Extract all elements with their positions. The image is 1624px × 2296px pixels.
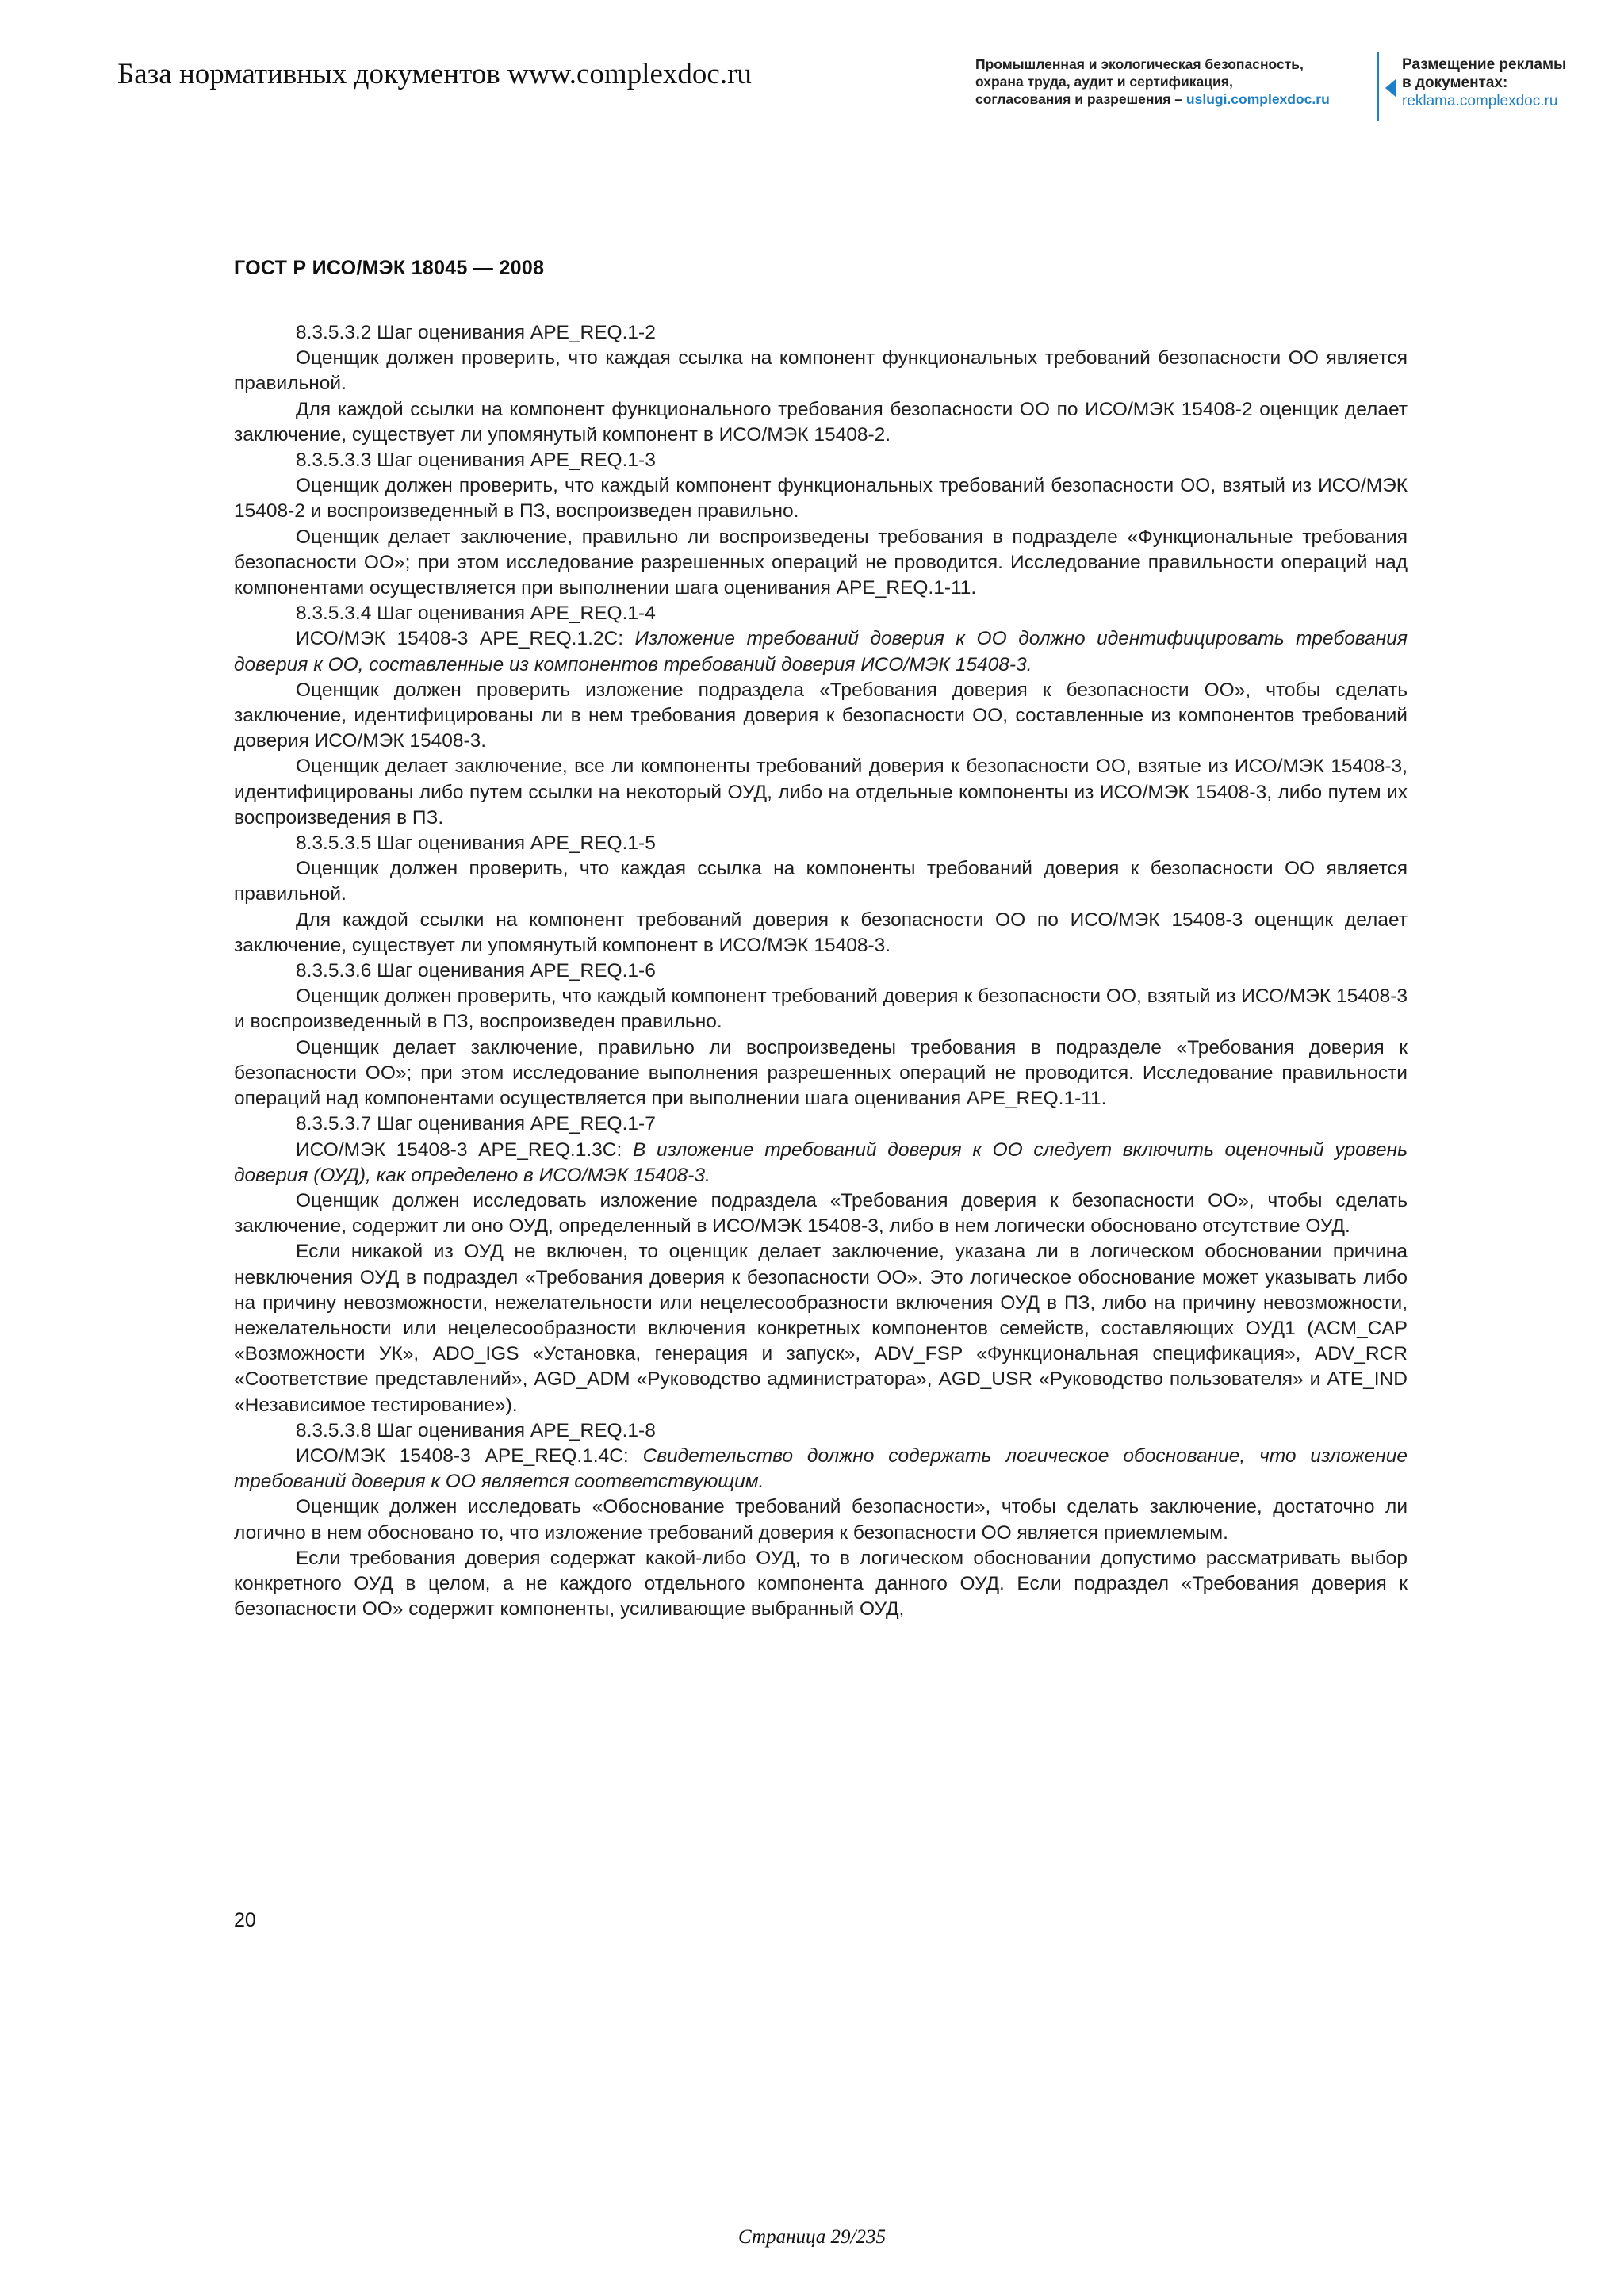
promo-line-3 <box>975 90 1380 108</box>
paragraph <box>234 1494 1408 1545</box>
paragraph <box>234 626 1408 677</box>
arrow-left-icon <box>1385 79 1396 97</box>
paragraph <box>234 1188 1408 1239</box>
paragraph <box>234 678 1408 755</box>
paragraph <box>234 984 1408 1035</box>
paragraph-text: 8.3.5.3.4 Шаг оценивания APE_REQ.1-4 <box>296 603 656 625</box>
ad-line-2: в документах: <box>1402 75 1508 91</box>
paragraph <box>234 908 1408 959</box>
paragraph-text: 8.3.5.3.2 Шаг оценивания APE_REQ.1-2 <box>296 322 656 343</box>
promo-line-2: охрана труда, аудит и сертификация, <box>975 74 1233 90</box>
paragraph-text: Оценщик должен проверить, что каждая ссылка на компонент функциональных требований безопасности ОО является правильной. <box>234 347 1408 395</box>
paragraph <box>234 525 1408 602</box>
paragraph-text: 8.3.5.3.3 Шаг оценивания APE_REQ.1-3 <box>296 450 656 472</box>
paragraph-text: Если никакой из ОУД не включен, то оценщик делает заключение, указана ли в логическом обосновании причина невключения ОУД в подраздел «Требования доверия к безопасности ОО». Это логическое обоснование может указывать либо на причину невозможности, нежелательности или нецелесообразности включения ОУД в ПЗ, либо на причину невозможности, нежелательности или нецелесообразности включения конкретных компонентов семейств, составляющих ОУД1 (ACM_CAP «Возможности УК», ADO_IGS «Установка, генерация и запуск», ADV_FSP «Функциональная спецификация», ADV_RCR «Соответствие представлений», AGD_ADM «Руководство администратора», AGD_USR «Руководство пользователя» и ATE_IND «Независимое тестирование»). <box>234 1241 1408 1416</box>
paragraph <box>234 1444 1408 1494</box>
site-title: База нормативных документов www.complexdoc.ru <box>117 58 752 90</box>
promo-line-3-text: согласования и разрешения – <box>975 91 1186 107</box>
paragraph-text: Оценщик должен проверить изложение подраздела «Требования доверия к безопасности ОО», чтобы сделать заключение, идентифицированы ли в нем требования доверия к безопасности ОО, составленные из компонентов требований доверия ИСО/МЭК 15408-3. <box>234 679 1408 752</box>
page-footer: Страница 29/235 <box>738 2226 886 2248</box>
page-number: 20 <box>234 1909 256 1931</box>
ad-line-1: Размещение рекламы <box>1402 56 1567 73</box>
paragraph <box>234 1138 1408 1188</box>
paragraph <box>234 856 1408 907</box>
paragraph <box>234 831 1408 856</box>
paragraph <box>234 1418 1408 1444</box>
paragraph-text: ИСО/МЭК 15408-3 APE_REQ.1.3C: <box>296 1138 633 1161</box>
paragraph <box>234 346 1408 396</box>
paragraph <box>234 959 1408 984</box>
paragraph-text: Оценщик должен исследовать изложение подраздела «Требования доверия к безопасности ОО», чтобы сделать заключение, содержит ли оно ОУД, определенный в ИСО/МЭК 15408-3, либо в нем логически обосновано отсутствие ОУД. <box>234 1189 1408 1238</box>
paragraph-text: Если требования доверия содержат какой-либо ОУД, то в логическом обосновании допустимо рассматривать выбор конкретного ОУД в целом, а не каждого отдельного компонента данного ОУД. Если подраздел «Требования доверия к безопасности ОО» содержит компоненты, усиливающие выбранный ОУД, <box>234 1547 1408 1621</box>
services-link[interactable]: uslugi.complexdoc.ru <box>1185 91 1330 107</box>
paragraph <box>234 601 1408 626</box>
ad-promo <box>1402 55 1600 110</box>
paragraph-text: Оценщик должен проверить, что каждый компонент требований доверия к безопасности ОО, взятый из ИСО/МЭК 15408-3 и воспроизведенный в ПЗ, воспроизведен правильно. <box>234 985 1408 1033</box>
header-divider <box>1377 52 1379 121</box>
paragraph <box>234 1035 1408 1112</box>
paragraph-text: Оценщик должен проверить, что каждая ссылка на компоненты требований доверия к безопасности ОО является правильной. <box>234 858 1408 905</box>
paragraph-text: Для каждой ссылки на компонент требований доверия к безопасности ОО по ИСО/МЭК 15408-3 оценщик делает заключение, существует ли упомянутый компонент в ИСО/МЭК 15408-3. <box>234 909 1408 956</box>
services-promo <box>975 55 1380 108</box>
paragraph <box>234 1112 1408 1137</box>
paragraph-text: Оценщик должен проверить, что каждый компонент функциональных требований безопасности ОО, взятый из ИСО/МЭК 15408-2 и воспроизведенный в ПЗ, воспроизведен правильно. <box>234 475 1408 522</box>
paragraph-text: 8.3.5.3.8 Шаг оценивания APE_REQ.1-8 <box>296 1419 656 1441</box>
paragraph-text: Для каждой ссылки на компонент функционального требования безопасности ОО по ИСО/МЭК 15408-2 оценщик делает заключение, существует ли упомянутый компонент в ИСО/МЭК 15408-2. <box>234 398 1408 446</box>
paragraph <box>234 473 1408 524</box>
paragraph <box>234 448 1408 473</box>
paragraph-italic-text: Изложение требований доверия к ОО должно идентифицировать требования доверия к ОО, составленные из компонентов требований доверия ИСО/МЭК 15408-3. <box>234 628 1408 675</box>
paragraph-text: 8.3.5.3.7 Шаг оценивания APE_REQ.1-7 <box>296 1113 656 1135</box>
paragraph <box>234 397 1408 448</box>
paragraph-text: Оценщик делает заключение, все ли компоненты требований доверия к безопасности ОО, взятые из ИСО/МЭК 15408-3, идентифицированы либо путем ссылки на некоторый ОУД, либо на отдельные компоненты из ИСО/МЭК 15408-3, либо путем их воспроизведения в ПЗ. <box>234 756 1408 828</box>
paragraph-text: 8.3.5.3.5 Шаг оценивания APE_REQ.1-5 <box>296 832 656 855</box>
paragraph <box>234 1546 1408 1623</box>
paragraph-italic-text: В изложение требований доверия к ОО следует включить оценочный уровень доверия (ОУД), как определено в ИСО/МЭК 15408-3. <box>234 1138 1408 1186</box>
paragraph-italic-text: Свидетельство должно содержать логическое обоснование, что изложение требований доверия к ОО является соответствующим. <box>234 1445 1408 1493</box>
document-header: ГОСТ Р ИСО/МЭК 18045 — 2008 <box>234 257 545 279</box>
ad-link[interactable]: reklama.complexdoc.ru <box>1402 93 1558 109</box>
document-body <box>234 320 1408 1622</box>
paragraph <box>234 1239 1408 1418</box>
paragraph <box>234 754 1408 831</box>
paragraph-text: 8.3.5.3.6 Шаг оценивания APE_REQ.1-6 <box>296 960 656 982</box>
paragraph <box>234 320 1408 346</box>
paragraph-text: ИСО/МЭК 15408-3 APE_REQ.1.4C: <box>296 1445 643 1467</box>
paragraph-text: ИСО/МЭК 15408-3 APE_REQ.1.2C: <box>296 628 635 650</box>
paragraph-text: Оценщик делает заключение, правильно ли воспроизведены требования в подразделе «Требования доверия к безопасности ОО»; при этом исследование выполнения разрешенных операций не проводится. Исследование правильности операций над компонентами осуществляется при выполнении шага оценивания APE_REQ.1-11. <box>234 1036 1408 1110</box>
promo-line-1: Промышленная и экологическая безопасность, <box>975 56 1304 72</box>
paragraph-text: Оценщик делает заключение, правильно ли воспроизведены требования в подразделе «Функциональные требования безопасности ОО»; при этом исследование разрешенных операций не проводится. Исследование правильности операций над компонентами осуществляется при выполнении шага оценивания APE_REQ.1-11. <box>234 526 1408 599</box>
paragraph-text: Оценщик должен исследовать «Обоснование требований безопасности», чтобы сделать заключение, достаточно ли логично в нем обосновано то, что изложение требований доверия к безопасности ОО является приемлемым. <box>234 1496 1408 1544</box>
